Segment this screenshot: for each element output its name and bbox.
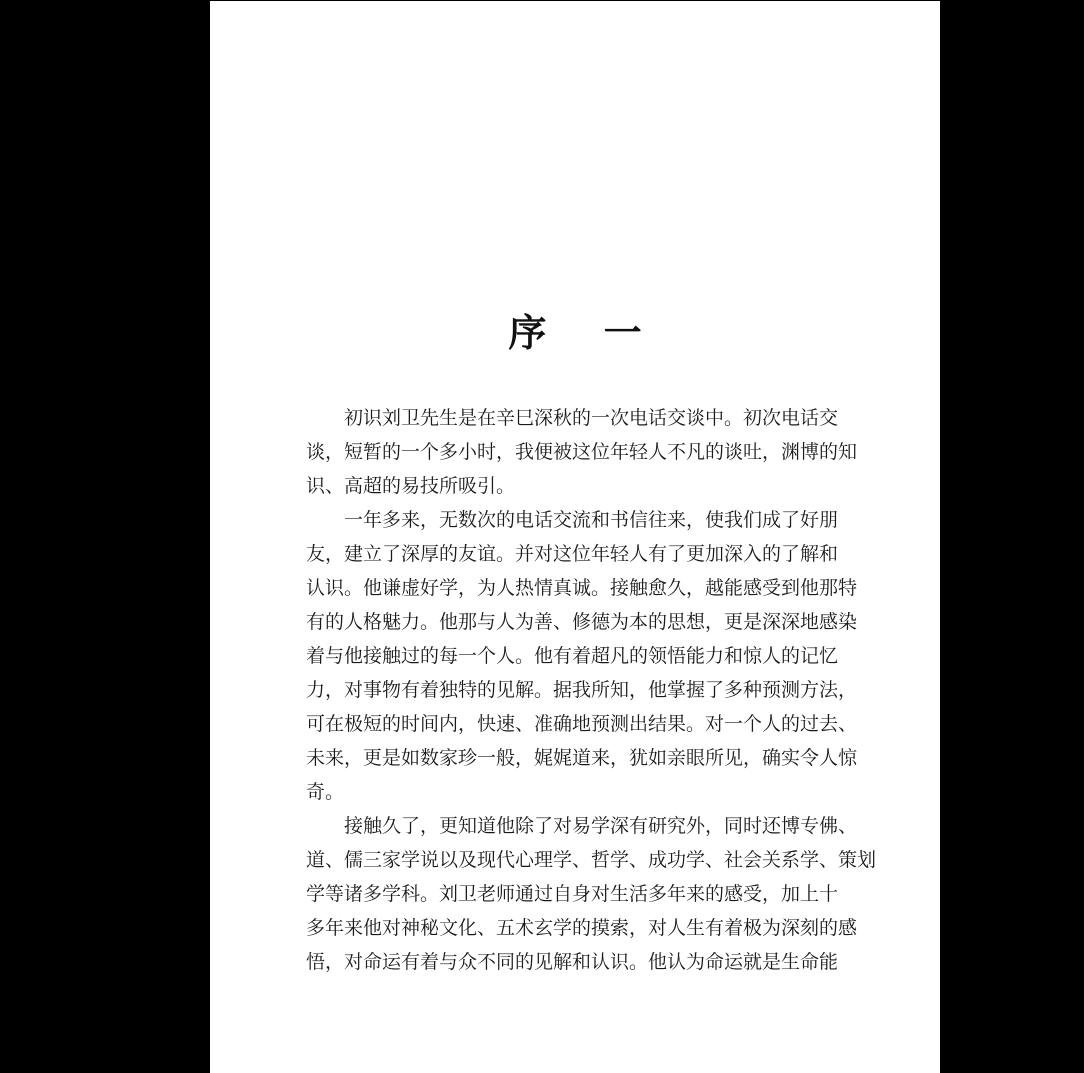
text-line: 未来，更是如数家珍一般，娓娓道来，犹如亲眼所见，确实令人惊 (306, 747, 858, 769)
text-line: 有的人格魅力。他那与人为善、修德为本的思想，更是深深地感染 (306, 611, 858, 633)
text-line: 着与他接触过的每一个人。他有着超凡的领悟能力和惊人的记忆 (306, 645, 839, 667)
text-line: 友，建立了深厚的友谊。并对这位年轻人有了更加深入的了解和 (306, 543, 839, 565)
text-line: 多年来他对神秘文化、五术玄学的摸索，对人生有着极为深刻的感 (306, 917, 858, 939)
text-line: 认识。他谦虚好学，为人热情真诚。接触愈久，越能感受到他那特 (306, 577, 858, 599)
text-line: 道、儒三家学说以及现代心理学、哲学、成功学、社会关系学、策划 (306, 849, 877, 871)
text-line: 接触久了，更知道他除了对易学深有研究外，同时还博专佛、 (344, 815, 858, 837)
text-line: 可在极短的时间内，快速、准确地预测出结果。对一个人的过去、 (306, 713, 858, 735)
text-line: 识、高超的易技所吸引。 (306, 475, 516, 497)
document-page (210, 1, 940, 1073)
body-text (306, 401, 877, 979)
text-line: 奇。 (306, 781, 345, 803)
text-line: 一年多来，无数次的电话交流和书信往来，使我们成了好朋 (344, 509, 839, 531)
page-title: 序 一 (508, 311, 664, 355)
text-line: 学等诸多学科。刘卫老师通过自身对生活多年来的感受，加上十 (306, 883, 839, 905)
text-line: 悟，对命运有着与众不同的见解和认识。他认为命运就是生命能 (306, 951, 839, 973)
text-line: 初识刘卫先生是在辛巳深秋的一次电话交谈中。初次电话交 (344, 407, 839, 429)
text-line: 力，对事物有着独特的见解。据我所知，他掌握了多种预测方法， (306, 679, 858, 701)
text-line: 谈，短暂的一个多小时，我便被这位年轻人不凡的谈吐，渊博的知 (306, 441, 858, 463)
